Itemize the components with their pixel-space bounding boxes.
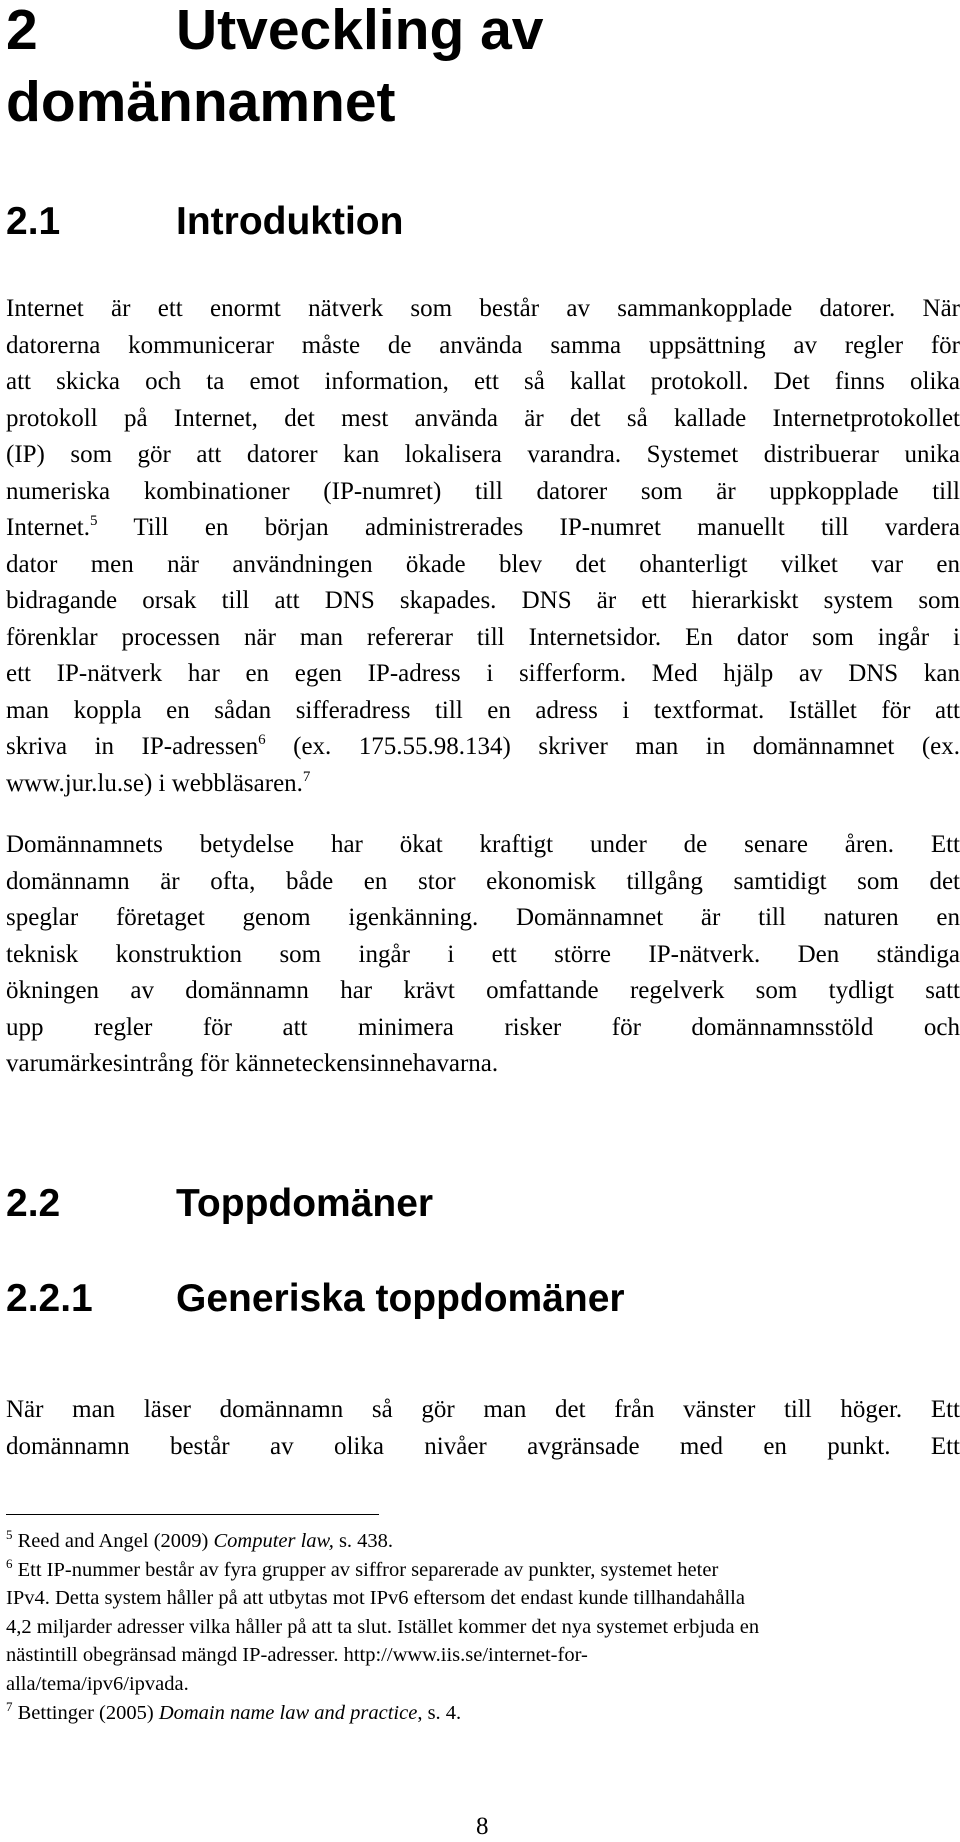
section-number: 2.2.1 bbox=[6, 1277, 93, 1320]
chapter-number: 2 bbox=[6, 0, 38, 62]
chapter-title-line-1: Utveckling av bbox=[176, 0, 544, 62]
section-title: Introduktion bbox=[176, 200, 404, 243]
text-line: Internet är ett enormt nätverk som består av sammankopplade datorer. När bbox=[6, 295, 960, 322]
text-line: dator men när användningen ökade blev det ohanterligt vilket var en bbox=[6, 550, 960, 578]
chapter-line-1 bbox=[6, 0, 544, 62]
paragraph-intro bbox=[6, 291, 960, 802]
footnote-number: 6 bbox=[6, 1555, 13, 1571]
footnote-6-line[interactable]: alla/tema/ipv6/ipvada. bbox=[6, 1672, 189, 1695]
text-fragment: Internet. bbox=[6, 514, 90, 541]
chapter-title bbox=[6, 0, 544, 138]
text-line: ökningen av domännamn har krävt omfattande regelverk som tydligt satt bbox=[6, 977, 960, 1004]
text-line: När man läser domännamn så gör man det från vänster till höger. Ett bbox=[6, 1396, 960, 1423]
text-line: upp regler för att minimera risker för domännamnsstöld och bbox=[6, 1013, 960, 1041]
section-heading-intro bbox=[6, 198, 403, 246]
footnote-5 bbox=[6, 1527, 956, 1556]
page-number: 8 bbox=[476, 1813, 489, 1840]
text-line: numeriska kombinationer (IP-numret) till datorer som är uppkopplade till bbox=[6, 477, 960, 505]
section-number: 2.1 bbox=[6, 200, 61, 243]
footnote-6 bbox=[6, 1556, 956, 1585]
text-line-with-footnote bbox=[6, 766, 960, 803]
text-line-with-footnote bbox=[6, 510, 960, 547]
footnote-number: 5 bbox=[6, 1527, 13, 1542]
text-line: domännamn är ofta, både en stor ekonomisk tillgång samtidigt som det bbox=[6, 867, 960, 895]
footnote-divider bbox=[6, 1514, 379, 1515]
footnote-title: Computer law, bbox=[213, 1530, 334, 1552]
paragraph-reading-domains bbox=[6, 1392, 960, 1465]
footnote-6-line: 4,2 miljarder adresser vilka håller på att ta slut. Istället kommer det nya systemet erbjuda en bbox=[6, 1615, 760, 1638]
section-heading-generiska bbox=[6, 1275, 625, 1323]
footnote-text: Bettinger (2005) bbox=[17, 1701, 159, 1724]
footnote-7 bbox=[6, 1699, 956, 1728]
footnote-6-line: IPv4. Detta system håller på att utbytas mot IPv6 eftersom det endast kunde tillhandahålla bbox=[6, 1587, 745, 1610]
text-line: speglar företaget genom igenkänning. Domännamnet är till naturen en bbox=[6, 904, 960, 931]
footnote-title: Domain name law and practice bbox=[158, 1701, 418, 1724]
text-line: varumärkesintrång för känneteckensinnehavarna. bbox=[6, 1050, 499, 1077]
section-heading-toppdomaner bbox=[6, 1180, 433, 1228]
text-line: bidragande orsak till att DNS skapades. DNS är ett hierarkiskt system som bbox=[6, 587, 960, 614]
text-fragment: skriva in IP-adressen bbox=[6, 733, 259, 760]
text-fragment: www.jur.lu.se) i webbläsaren. bbox=[6, 769, 303, 797]
footnote-text: s. 438. bbox=[333, 1530, 394, 1552]
section-title: Generiska toppdomäner bbox=[176, 1277, 625, 1320]
footnote-number: 7 bbox=[6, 1698, 13, 1714]
text-line: datorerna kommunicerar måste de använda samma uppsättning av regler för bbox=[6, 331, 960, 359]
footnote-text: , s. 4. bbox=[417, 1701, 462, 1724]
text-line: domännamn består av olika nivåer avgränsade med en punkt. Ett bbox=[6, 1432, 960, 1460]
document-page bbox=[6, 0, 960, 1840]
section-number: 2.2 bbox=[6, 1182, 61, 1225]
text-line: protokoll på Internet, det mest använda är det så kallade Internetprotokollet bbox=[6, 404, 960, 432]
footnote-6-line[interactable]: nästintill obegränsad mängd IP-adresser. http://www.iis.se/internet-for- bbox=[6, 1644, 588, 1667]
text-line: teknisk konstruktion som ingår i ett större IP-nätverk. Den ständiga bbox=[6, 940, 960, 968]
footnote-text: Ett IP-nummer består av fyra grupper av siffror separerade av punkter, systemet heter bbox=[17, 1558, 719, 1581]
footnote-ref-5[interactable]: 5 bbox=[89, 513, 98, 529]
chapter-title-line-2: domännamnet bbox=[6, 70, 396, 134]
text-line: ett IP-nätverk har en egen IP-adress i sifferform. Med hjälp av DNS kan bbox=[6, 660, 960, 687]
text-line-with-footnote bbox=[6, 729, 960, 766]
footnotes bbox=[6, 1527, 956, 1727]
text-line: (IP) som gör att datorer kan lokalisera varandra. Systemet distribuerar unika bbox=[6, 441, 960, 468]
paragraph-domain-importance bbox=[6, 827, 960, 1083]
text-line: förenklar processen när man refererar till Internetsidor. En dator som ingår i bbox=[6, 623, 960, 651]
footnote-ref-6[interactable]: 6 bbox=[258, 732, 266, 748]
text-line: Domännamnets betydelse har ökat kraftigt under de senare åren. Ett bbox=[6, 831, 960, 858]
section-title: Toppdomäner bbox=[176, 1182, 434, 1225]
text-fragment: Till en början administrerades IP-numret manuellt till vardera bbox=[133, 514, 960, 541]
text-fragment: (ex. 175.55.98.134) skriver man in domännamnet (ex. bbox=[293, 733, 960, 760]
footnote-ref-7[interactable]: 7 bbox=[302, 768, 311, 785]
text-line: man koppla en sådan sifferadress till en adress i textformat. Istället för att bbox=[6, 696, 960, 724]
footnote-text: Reed and Angel (2009) bbox=[17, 1530, 214, 1552]
text-line: att skicka och ta emot information, ett så kallat protokoll. Det finns olika bbox=[6, 368, 960, 395]
